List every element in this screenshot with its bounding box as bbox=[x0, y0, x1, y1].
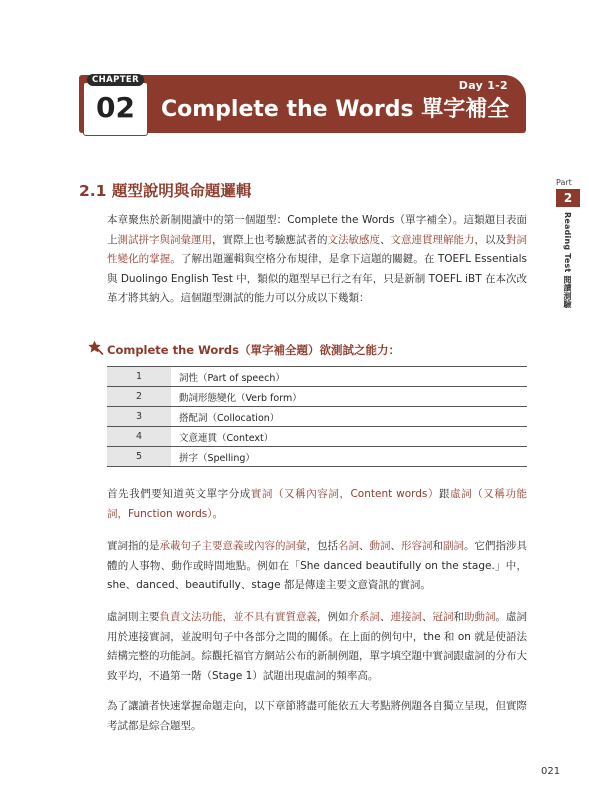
chapter-title: Complete the Words 單字補全 bbox=[161, 97, 510, 122]
content-words-paragraph: 實詞指的是承載句子主要意義或內容的詞彙，包括名詞、動詞、形容詞和副詞。它們指涉具體的人事物、動作或時間地點。例如在「She danced beautifully on the stage.」中，she、danced、beautifully、stage 都是傳達主要文意資訊的實詞。 bbox=[107, 540, 527, 591]
function-words-paragraph: 虛詞則主要負責文法功能，並不具有實質意義，例如介系詞、連接詞、冠詞和助動詞。虛詞用於連接實詞，並說明句子中各部分之間的關係。在上面的例句中，the 和 on 就是使語法結構完整的功能詞。綜觀托福官方網站公布的新制例題，單字填空題中實詞跟虛詞的分布大致平均，不過第一階（Stage 1）試題出現虛詞的頻率高。 bbox=[107, 611, 527, 682]
content-function-paragraph: 首先我們要知道英文單字分成實詞（又稱內容詞，Content words）跟虛詞（又稱功能詞，Function words）。 bbox=[107, 488, 528, 520]
side-tab-part-number: 2 bbox=[556, 189, 580, 207]
table-row bbox=[107, 447, 527, 467]
chapter-badge bbox=[83, 75, 148, 136]
row-number: 5 bbox=[107, 447, 171, 467]
side-tab-text: Reading Test 閱讀測驗 bbox=[563, 212, 572, 309]
closing-paragraph: 為了讓讀者快速掌握命題走向，以下章節將盡可能依五大考點將例題各自獨立呈現，但實際考試都是綜合題型。 bbox=[107, 700, 527, 732]
row-item: 拼字（Spelling） bbox=[171, 447, 527, 467]
table-row bbox=[107, 367, 527, 387]
row-number: 1 bbox=[107, 367, 171, 387]
star-icon bbox=[88, 339, 104, 355]
row-item: 文意連貫（Context） bbox=[171, 427, 527, 447]
page-number: 021 bbox=[541, 766, 561, 777]
day-label: Day 1-2 bbox=[458, 79, 508, 92]
abilities-title: Complete the Words（單字補全題）欲測試之能力： bbox=[107, 343, 401, 357]
table-row bbox=[107, 407, 527, 427]
row-item: 詞性（Part of speech） bbox=[171, 367, 527, 387]
chapter-label: CHAPTER bbox=[84, 75, 147, 85]
row-item: 動詞形態變化（Verb form） bbox=[171, 387, 527, 407]
row-number: 4 bbox=[107, 427, 171, 447]
side-tab-part-label: Part bbox=[556, 178, 572, 187]
intro-paragraph: 本章聚焦於新制閱讀中的第一個題型：Complete the Words（單字補全）。這類題目表面上測試拼字與詞彙運用，實際上也考驗應試者的文法敏感度、文意連貫理解能力，以及對詞性變化的掌握。了解出題邏輯與空格分布規律，是拿下這題的關鍵。在 TOEFL Essentials 與 Duolingo English Test 中，類似的題型早已行之有年，只是新制 TOEFL iBT 在本次改革才將其納入。這個題型測試的能力可以分成以下幾類： bbox=[107, 214, 527, 304]
section-title: 2.1 題型說明與命題邏輯 bbox=[79, 182, 252, 200]
table-row bbox=[107, 387, 527, 407]
table-row bbox=[107, 427, 527, 447]
row-item: 搭配詞（Collocation） bbox=[171, 407, 527, 427]
abilities-table bbox=[107, 366, 527, 467]
chapter-number: 02 bbox=[96, 91, 135, 124]
row-number: 2 bbox=[107, 387, 171, 407]
row-number: 3 bbox=[107, 407, 171, 427]
